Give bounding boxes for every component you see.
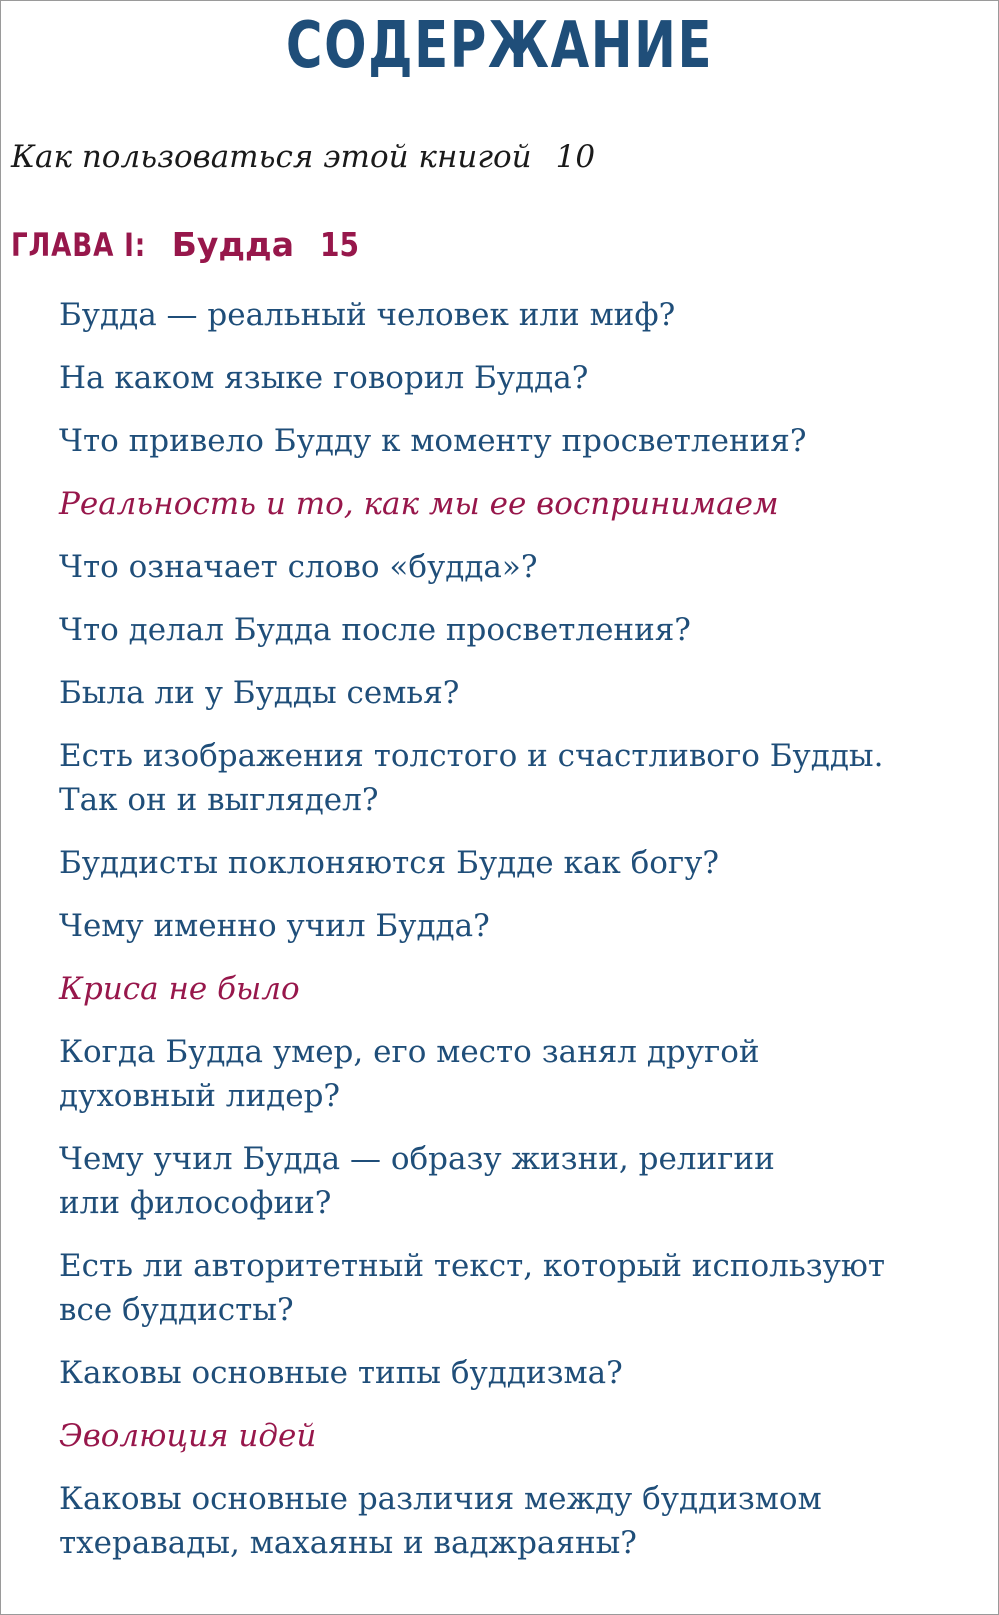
toc-list	[59, 293, 984, 1584]
toc-entry[interactable]	[59, 1030, 984, 1118]
chapter-name: Будда	[171, 225, 294, 264]
toc-entry-line: Есть ли авторитетный текст, который используют	[59, 1248, 886, 1284]
toc-entry-line: или философии?	[59, 1185, 332, 1221]
toc-entry-line: Эволюция идей	[59, 1418, 317, 1454]
toc-entry[interactable]	[59, 671, 984, 715]
chapter-label: ГЛАВА I:	[11, 226, 147, 264]
toc-entry[interactable]	[59, 1477, 984, 1565]
toc-entry[interactable]	[59, 904, 984, 948]
toc-entry[interactable]	[59, 419, 984, 463]
toc-entry-line: Когда Будда умер, его место занял другой	[59, 1034, 760, 1070]
toc-section-heading[interactable]	[59, 482, 984, 526]
toc-entry-line: Каковы основные различия между буддизмом	[59, 1481, 822, 1517]
toc-entry[interactable]	[59, 608, 984, 652]
page-title: СОДЕРЖАНИЕ	[285, 9, 714, 83]
toc-entry-line: Каковы основные типы буддизма?	[59, 1355, 623, 1391]
toc-entry-line: Что означает слово «будда»?	[59, 549, 538, 585]
chapter-page-number: 15	[319, 225, 360, 264]
toc-entry-line: Что привело Будду к моменту просветления?	[59, 423, 807, 459]
intro-entry[interactable]	[11, 139, 595, 175]
toc-entry-line: Была ли у Будды семья?	[59, 675, 460, 711]
toc-entry-line: Есть изображения толстого и счастливого Будды.	[59, 738, 884, 774]
toc-section-heading[interactable]	[59, 967, 984, 1011]
toc-entry-line: тхеравады, махаяны и ваджраяны?	[59, 1525, 637, 1561]
toc-entry-line: все буддисты?	[59, 1292, 294, 1328]
toc-entry-line: Криса не было	[59, 971, 300, 1007]
toc-section-heading[interactable]	[59, 1414, 984, 1458]
toc-entry[interactable]	[59, 545, 984, 589]
toc-entry[interactable]	[59, 293, 984, 337]
toc-entry-line: Так он и выглядел?	[59, 782, 379, 818]
toc-entry[interactable]	[59, 1244, 984, 1332]
toc-entry-line: Чему учил Будда — образу жизни, религии	[59, 1141, 775, 1177]
toc-entry-line: Буддисты поклоняются Будде как богу?	[59, 845, 719, 881]
toc-entry[interactable]	[59, 841, 984, 885]
intro-entry-label: Как пользоваться этой книгой	[11, 139, 532, 175]
toc-entry-line: На каком языке говорил Будда?	[59, 360, 589, 396]
chapter-heading[interactable]	[11, 225, 366, 264]
toc-entry-line: Будда — реальный человек или миф?	[59, 297, 676, 333]
toc-entry[interactable]	[59, 1351, 984, 1395]
toc-entry[interactable]	[59, 356, 984, 400]
toc-entry[interactable]	[59, 734, 984, 822]
toc-entry[interactable]	[59, 1137, 984, 1225]
toc-entry-line: Что делал Будда после просветления?	[59, 612, 691, 648]
intro-entry-page-number: 10	[555, 139, 596, 175]
toc-entry-line: духовный лидер?	[59, 1078, 341, 1114]
toc-entry-line: Реальность и то, как мы ее воспринимаем	[59, 486, 779, 522]
toc-entry-line: Чему именно учил Будда?	[59, 908, 490, 944]
